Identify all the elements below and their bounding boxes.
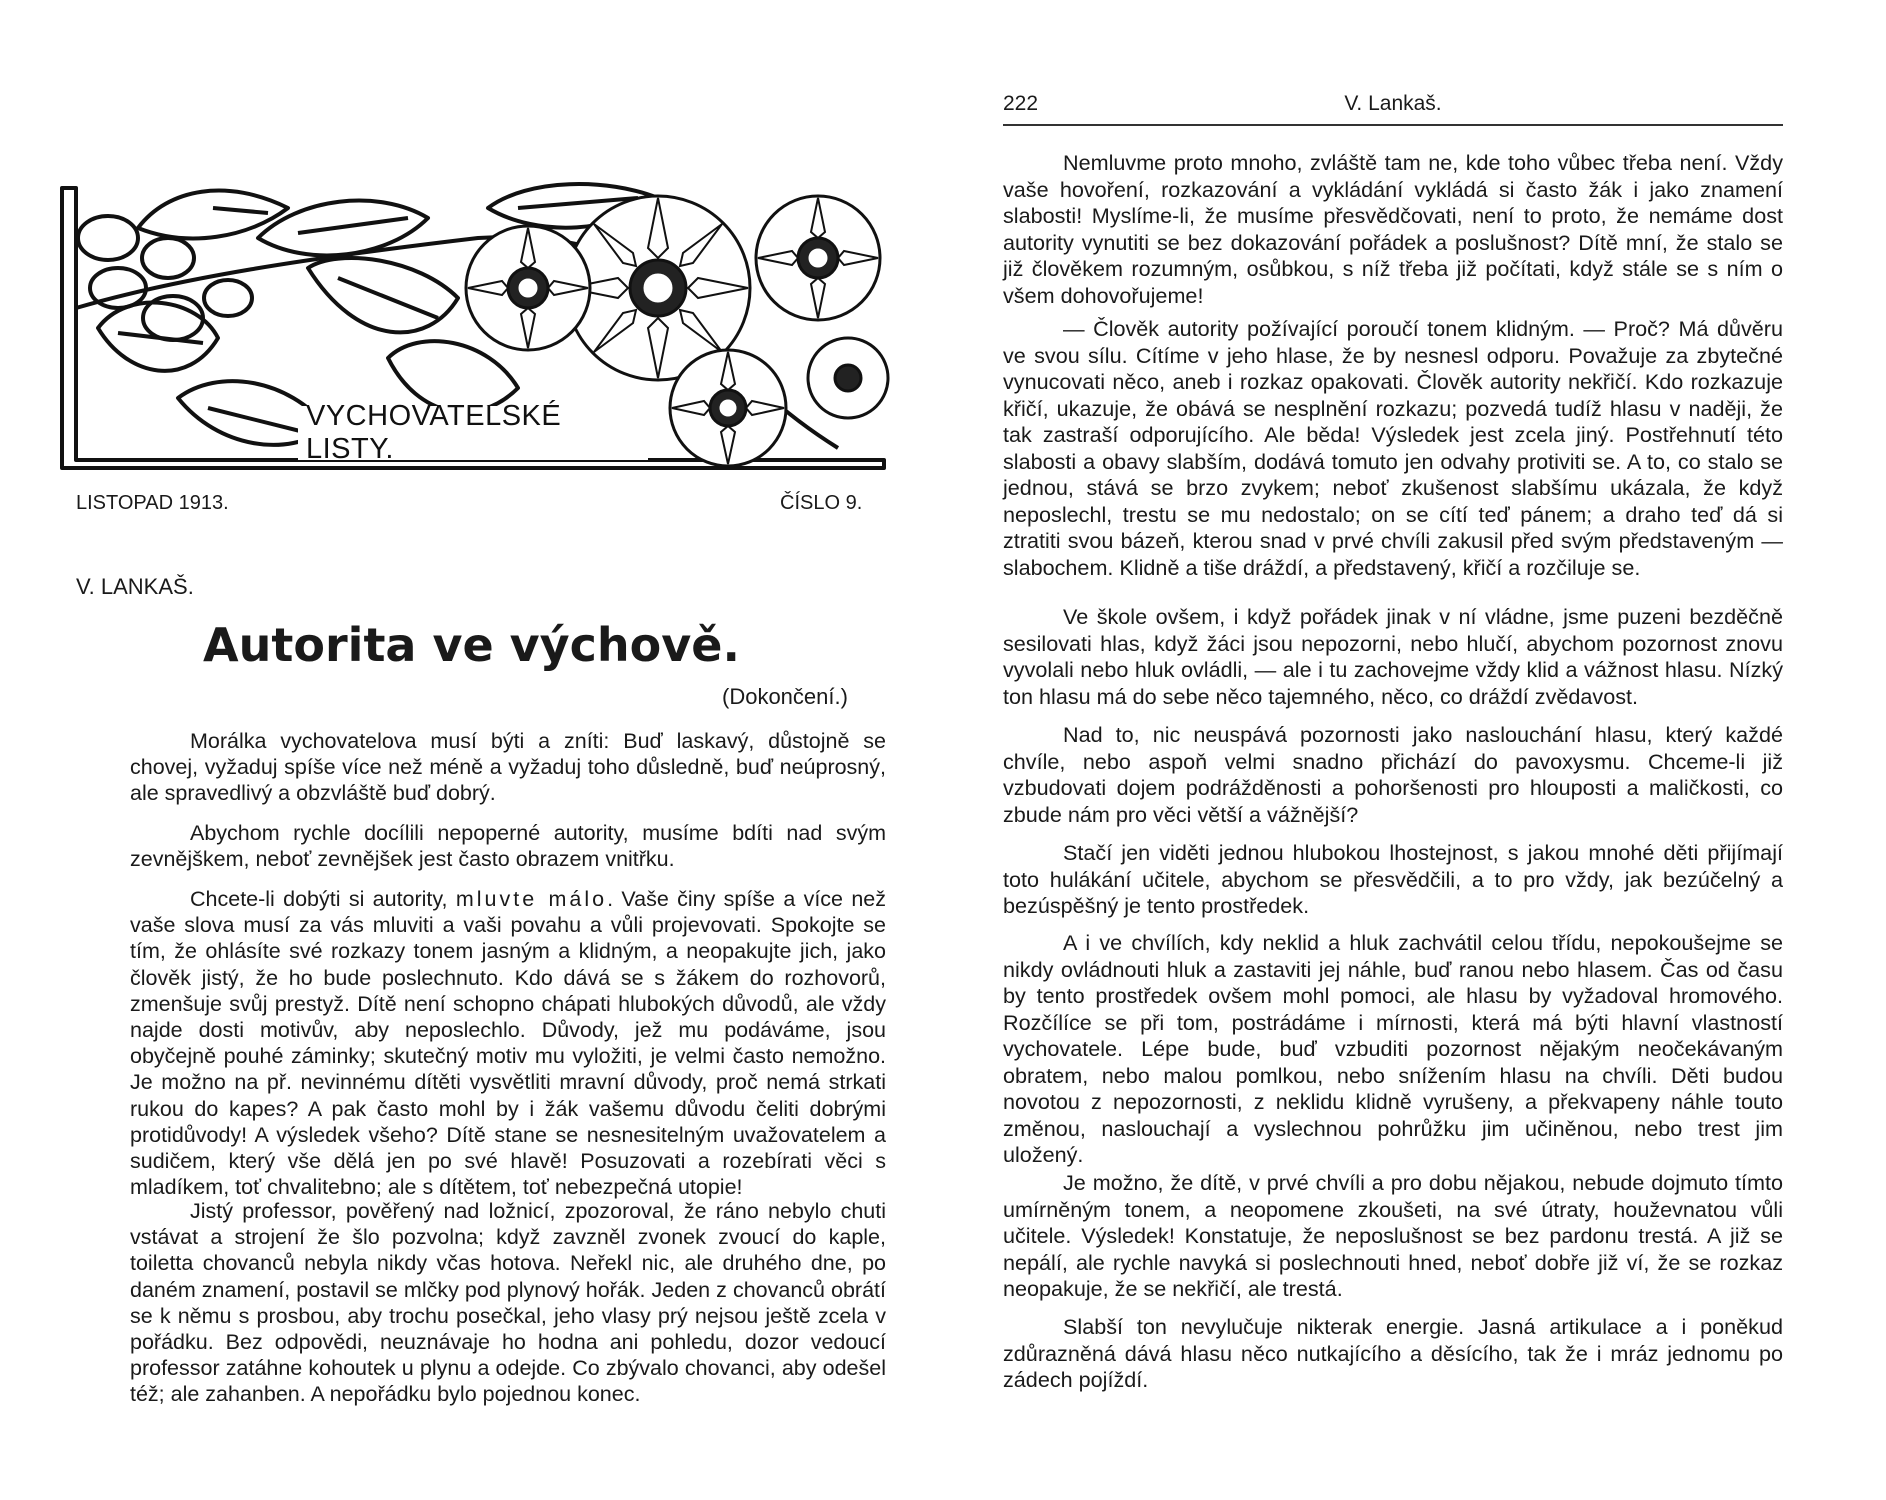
paragraph-text: Nad to, nic neuspává pozornosti jako naslouchání hlasu, který každé chvíle, nebo aspoň velmi snadno přichází do pavoxysmu. Chceme-li již vzbudovati dojem podrážděnosti a pohoršenosti pro hlouposti a maličkosti, co zbude nám pro věci větší a vážnější? [1003,722,1783,827]
paragraph-3 [1003,604,1783,710]
paragraph-text: Slabší ton nevylučuje nikterak energie. Jasná artikulace a i poněkud zdůrazněná dává hlasu něco nutkajícího a děsícího, tak že i mráz jednomu po zádech pojíždí. [1003,1314,1783,1392]
paragraph-text: A i ve chvílích, kdy neklid a hluk zachvátil celou třídu, nepokoušejme se nikdy ovládnouti hluk a zastaviti jej náhle, buď ranou nebo hlasem. Čas od času by tento prostředek ovšem mohl pomoci, ale hlasu by vyžadoval hromového. Rozčílíce se při tom, postrádáme i mírnosti, která má býti hlavní vlastností vychovatele. Lépe bude, buď vzbuditi pozornost nějakým neočekávaným obratem, nebo malou pomlkou, nebo snížením hlasu na chvíli. Děti budou novotou z nepozornosti, z neklidu klidně vyrušeny, a překvapeny náhle touto změnou, naslouchají a vyslechnou pohrůžku jim učiněnou, nebo trest jim uložený. [1003,930,1783,1167]
issue-number: ČÍSLO 9. [780,492,863,514]
paragraph-text [130,886,886,1200]
paragraph-text: Abychom rychle docílili nepoperné autority, musíme bdíti nad svým zevnějškem, neboť zevnějšek jest často obrazem vnitřku. [130,821,886,872]
paragraph-3 [130,886,886,1200]
paragraph-7 [1003,1170,1783,1303]
paragraph-4 [1003,722,1783,828]
emphasis-text: mluvte málo [455,887,608,911]
masthead-title: VYCHOVATELSKÉ LISTY. [298,406,648,460]
paragraph-lead-rest: . Vaše činy spíše a více než [607,887,886,911]
paragraph-text: Ve škole ovšem, i když pořádek jinak v ní vládne, jsme puzeni bezděčně sesilovati hlas, když žáci jsou nepozorni, nebo hlučí, abychom pozornost znovu vyvolali nebo hluk ovládli, — ale i tu zachovejme vždy klid a vážnost hlasu. Nízký ton hlasu má do sebe něco tajemného, něco, co dráždí zvědavost. [1003,604,1783,709]
page-number: 222 [1003,92,1039,115]
paragraph-text: — Člověk autority požívající poroučí tonem klidným. — Proč? Má důvěru ve svou sílu. Cítíme v jeho hlase, že by nesnesl odporu. Považuje za zbytečné vynucovati něco, aneb i rozkaz opakovati. Člověk autority nekřičí. Kdo rozkazuje křičí, ukazuje, že obává se nesplnění rozkazu; pozvedá tudíž hlasu v naději, že tak zastraší odporujícího. Ale běda! Výsledek jest zcela jiný. Postřehnutí této slabosti a obavy slabším, dodává tomuto jen odvahy protiviti se. A to, co stalo se jednou, stává se brzo zvykem; neboť zkušenost slabšímu ukázala, že když neposlechl, trestu se mu nedostalo; on se cítí teď pánem; a draho teď dá si ztratiti svou bázeň, kterou snad v prvé chvíli zakusil před svým představeným — slabochem. Klidně a tiše dráždí, a představený, křičí a rozčiluje se. [1003,316,1783,580]
paragraph-4 [130,1198,886,1408]
running-header [1003,92,1783,122]
paragraph-text: Nemluvme proto mnoho, zvláště tam ne, kde toho vůbec třeba není. Vždy vaše hovoření, rozkazování a vykládání vykládá si často žák i jako znamení slabosti! Myslíme-li, že musíme přesvědčovati, není to proto, že nemáme dost autority vynutiti se bez dokazování pořádek a poslušnost? Dítě mní, že stalo se již člověkem rozumným, osůbkou, s níž třeba již počítati, když stále se s ním o všem dohovořujeme! [1003,150,1783,308]
paragraph-5 [1003,840,1783,920]
article-title: Autorita ve výchově. [203,618,740,672]
paragraph-1 [130,728,886,807]
paragraph-2 [130,820,886,872]
header-rule [1003,124,1783,126]
article-author: V. LANKAŠ. [76,574,194,599]
paragraph-text: Stačí jen viděti jednou hlubokou lhostejnost, s jakou mnohé děti přijímají toto hulákání učitele, abychom se přesvědčili, a to pro vždy, jak bezúčelný a bezúspěšný je tento prostředek. [1003,840,1783,918]
right-page [943,0,1886,1500]
paragraph-2 [1003,316,1783,581]
paragraph-body: vaše slova musí za vás mluviti a vaši povahu a vůli projevovati. Spokojte se tím, že ohlásíte své rozkazy tonem jasným a klidným, a neopakujte jich, jako člověk jistý, že ho bude poslechnuto. Kdo dává se s žákem do rozhovorů, zmenšuje svůj prestyž. Dítě není schopno chápati hlubokých důvodů, ale vždy najde dosti motivův, aby neposlechlo. Důvody, jež mu podáváme, jsou obyčejně pouhé záminky; skutečný motiv mu vyložiti, je velmi často nemožno. Je možno na př. nevinnému dítěti vysvětliti mravní důvody, proč nemá strkati rukou do kapes? A pak často mohl by i žák vašemu důvodu čeliti dobrými protidůvody! A výsledek všeho? Dítě stane se nesnesitelným uvažovatelem a sudičem, který vše dělá jen po své hlavě! Posuzovati a rozebírati věci s mladíkem, toť chvalitebno; ale s dítětem, toť nebezpečná utopie! [130,913,886,1200]
running-head-author: V. Lankaš. [1344,92,1442,115]
paragraph-text: Morálka vychovatelova musí býti a zníti: Buď laskavý, důstojně se chovej, vyžaduj spíše více než méně a vyžaduj toho důsledně, buď neúprosný, ale spravedlivý a obzvláště buď dobrý. [130,729,886,806]
issue-date: LISTOPAD 1913. [76,492,229,514]
masthead-illustration [58,178,890,478]
article-subtitle: (Dokončení.) [722,684,848,709]
paragraph-text: Je možno, že dítě, v prvé chvíli a pro dobu nějakou, nebude dojmuto tímto umírněným tonem, a neopomene zkoušeti, na své útraty, houževnatou vůli učitele. Výsledek! Konstatuje, že neposlušnost se bez pardonu trestá. A již se nepálí, ale rychle navyká si poslechnouti hned, neboť dobře již ví, že se rozkaz neopakuje, že se nekřičí, ale trestá. [1003,1170,1783,1301]
paragraph-8 [1003,1314,1783,1394]
paragraph-lead: Chcete-li dobýti si autority, [190,887,448,911]
paragraph-1 [1003,150,1783,309]
paragraph-text: Jistý professor, pověřený nad ložnicí, zpozoroval, že ráno nebylo chuti vstávat a strojení že šlo pozvolna; když zavzněl zvonek zvoucí do kaple, toiletta chovanců nebyla nikdy včas hotova. Neřekl nic, ale druhého dne, po daném znamení, postavil se mlčky pod plynový hořák. Jeden z chovanců obrátí se k němu s prosbou, aby trochu posečkal, jeho vlasy prý nejsou ještě zcela v pořádku. Bez odpovědi, neuznávaje ho hodna ani pohledu, dozor vedoucí professor zatáhne kohoutek u plynu a odejde. Co zbývalo chovanci, aby odešel též; ale zahanben. A nepořádku bylo pojednou konec. [130,1199,886,1407]
paragraph-6 [1003,930,1783,1169]
